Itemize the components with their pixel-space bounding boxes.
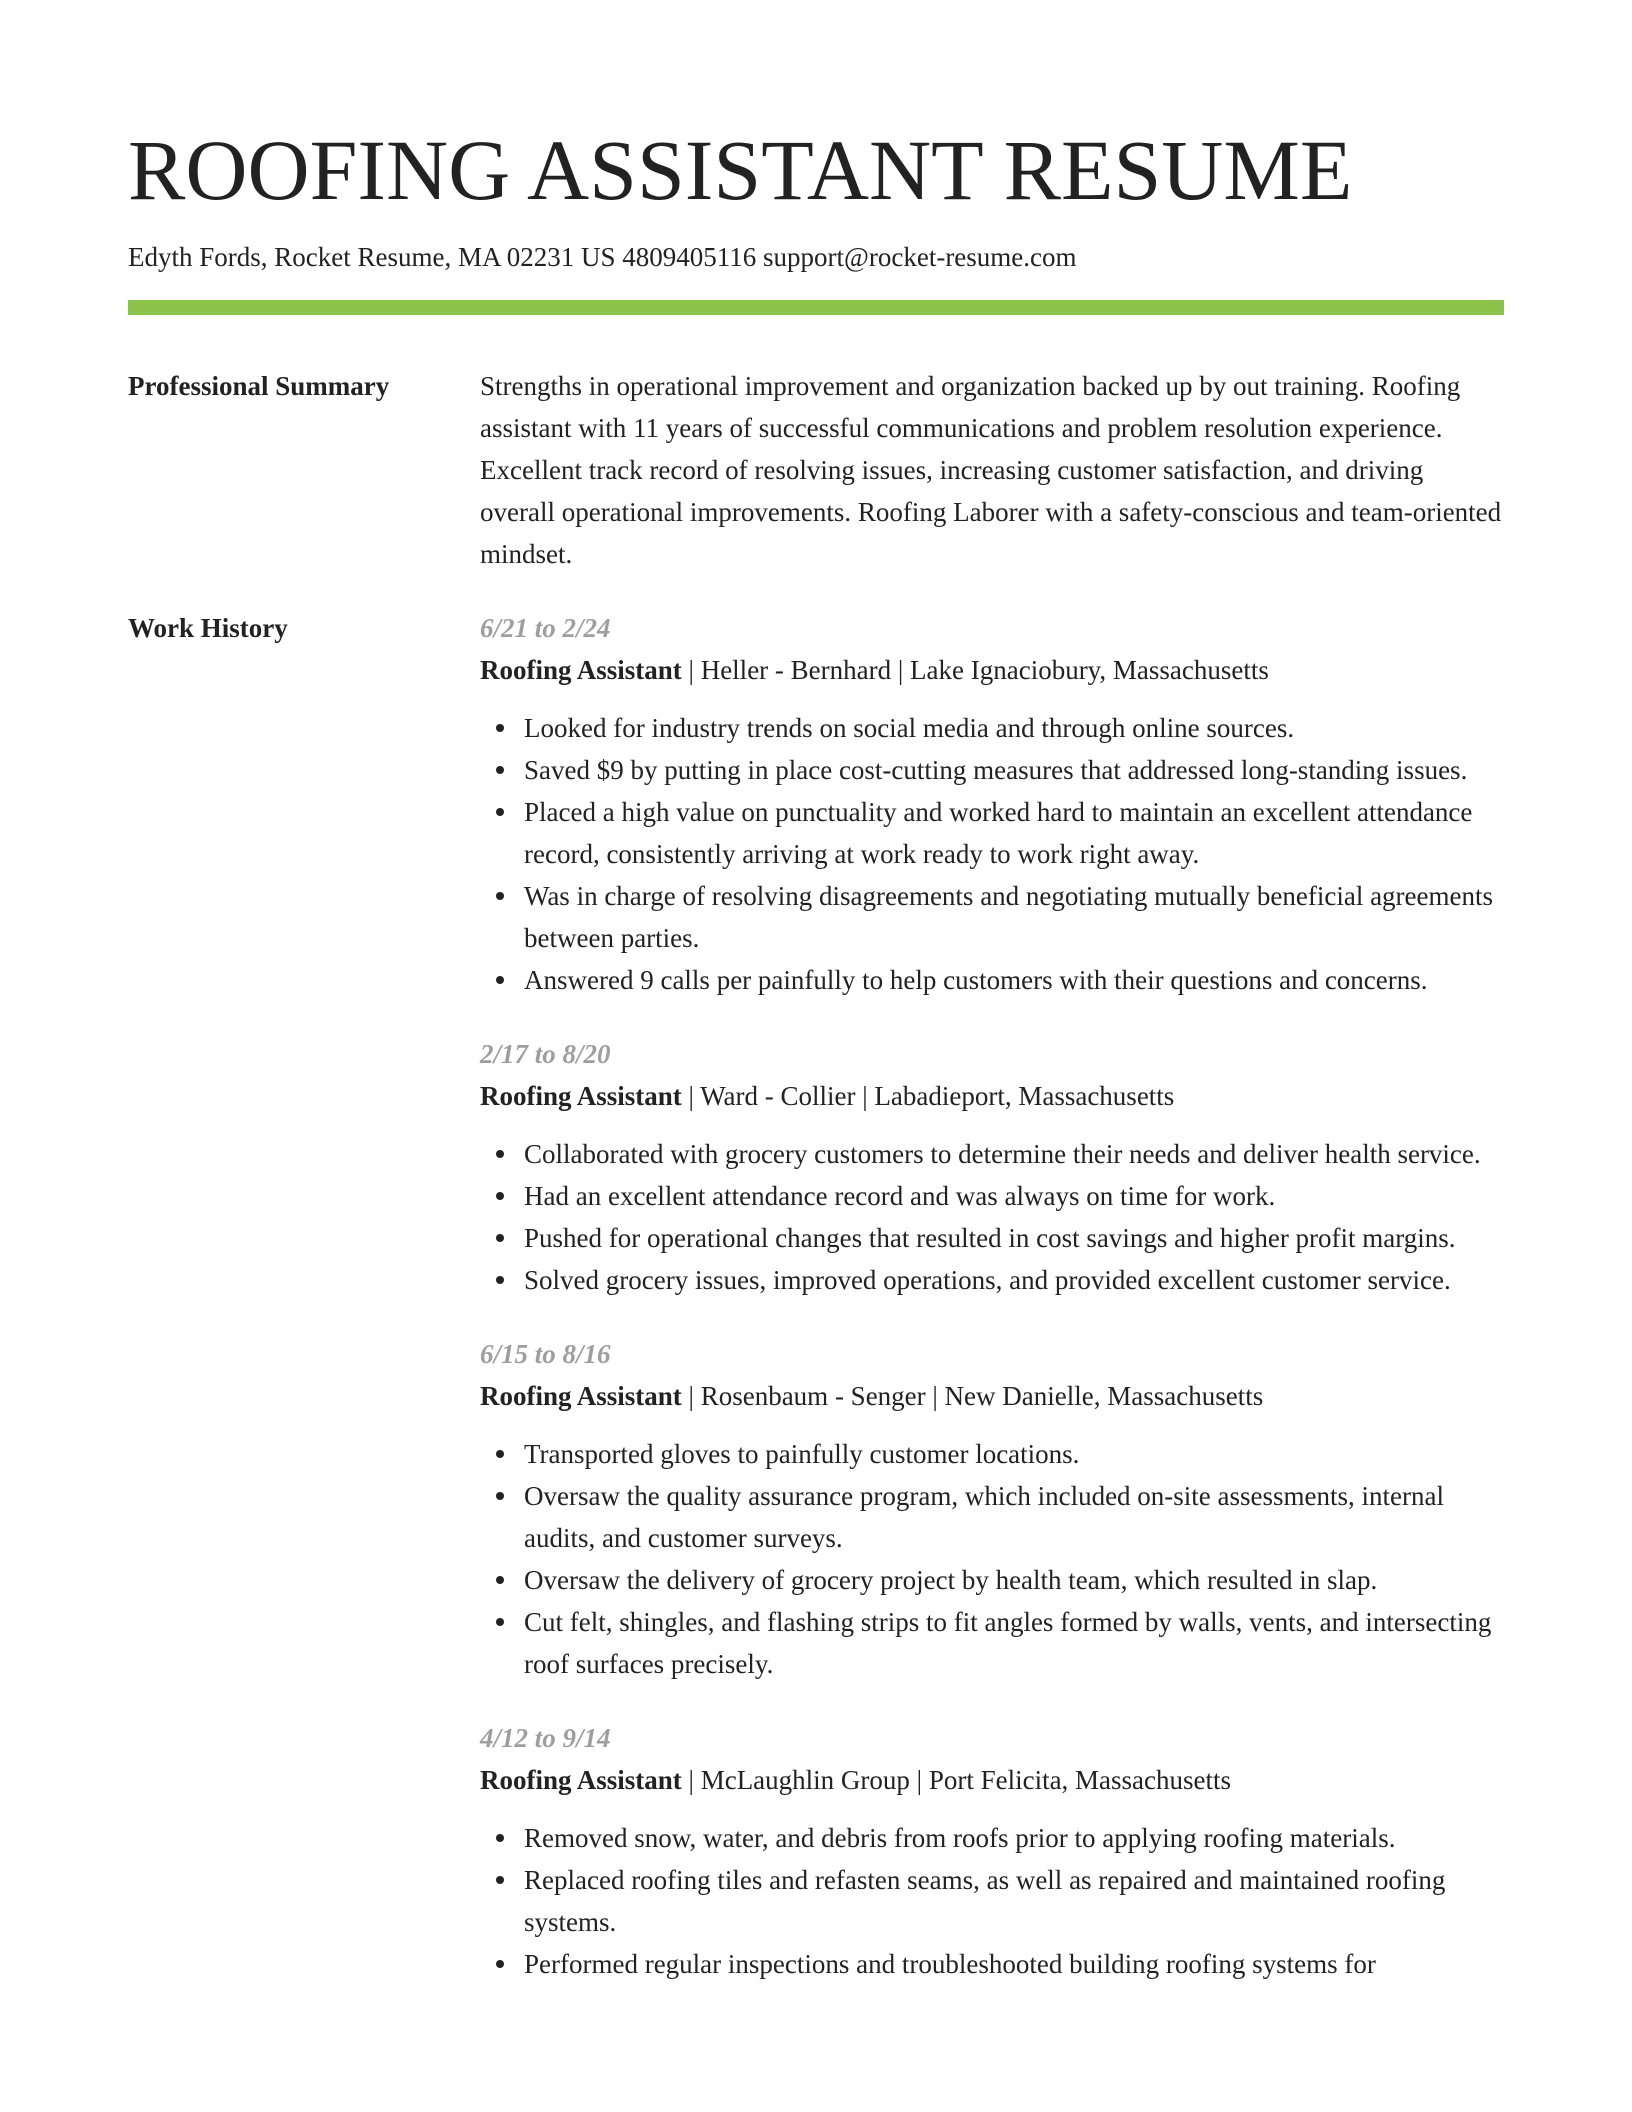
job-bullet-list [480,1433,1504,1685]
accent-divider [128,300,1504,315]
job-bullet-list [480,707,1504,1001]
job-details: | Ward - Collier | Labadieport, Massachusetts [681,1081,1175,1111]
job-bullet: Collaborated with grocery customers to determine their needs and deliver health service. [524,1133,1504,1175]
job-bullet: Was in charge of resolving disagreements and negotiating mutually beneficial agreements between parties. [524,875,1504,959]
job-bullet: Oversaw the quality assurance program, which included on-site assessments, internal audits, and customer surveys. [524,1475,1504,1559]
job-entry [480,1717,1504,1985]
job-bullet: Removed snow, water, and debris from roofs prior to applying roofing materials. [524,1817,1504,1859]
professional-summary-section [128,365,1504,575]
job-title: Roofing Assistant [480,1081,682,1111]
job-bullet: Transported gloves to painfully customer locations. [524,1433,1504,1475]
job-bullet-list [480,1817,1504,1985]
job-dates: 4/12 to 9/14 [480,1723,611,1753]
job-dates: 6/15 to 8/16 [480,1339,611,1369]
job-bullet: Pushed for operational changes that resulted in cost savings and higher profit margins. [524,1217,1504,1259]
job-bullet-list [480,1133,1504,1301]
job-details: | McLaughlin Group | Port Felicita, Massachusetts [681,1765,1232,1795]
job-bullet: Performed regular inspections and troubleshooted building roofing systems for [524,1943,1504,1985]
job-dates: 6/21 to 2/24 [480,613,611,643]
job-bullet: Replaced roofing tiles and refasten seams, as well as repaired and maintained roofing systems. [524,1859,1504,1943]
job-bullet: Had an excellent attendance record and was always on time for work. [524,1175,1504,1217]
job-heading [480,649,1504,691]
job-bullet: Solved grocery issues, improved operations, and provided excellent customer service. [524,1259,1504,1301]
job-bullet: Cut felt, shingles, and flashing strips to fit angles formed by walls, vents, and intersecting roof surfaces precisely. [524,1601,1504,1685]
work-history-section [128,607,1504,2017]
summary-text: Strengths in operational improvement and organization backed up by out training. Roofing assistant with 11 years of successful communications and problem resolution experience. Excellent track record of resolving issues, increasing customer satisfaction, and driving overall operational improvements. Roofing Laborer with a safety-conscious and team-oriented mindset. [480,371,1502,569]
summary-body [480,365,1504,575]
job-title: Roofing Assistant [480,1381,682,1411]
job-details: | Rosenbaum - Senger | New Danielle, Massachusetts [681,1381,1264,1411]
job-heading [480,1759,1504,1801]
job-details: | Heller - Bernhard | Lake Ignaciobury, Massachusetts [681,655,1269,685]
job-entry [480,607,1504,1001]
job-bullet: Oversaw the delivery of grocery project by health team, which resulted in slap. [524,1559,1504,1601]
job-entry [480,1033,1504,1301]
job-title: Roofing Assistant [480,1765,682,1795]
job-heading [480,1375,1504,1417]
job-entry [480,1333,1504,1685]
job-bullet: Saved $9 by putting in place cost-cutting measures that addressed long-standing issues. [524,749,1504,791]
job-dates: 2/17 to 8/20 [480,1039,611,1069]
job-bullet: Placed a high value on punctuality and worked hard to maintain an excellent attendance record, consistently arriving at work ready to work right away. [524,791,1504,875]
job-heading [480,1075,1504,1117]
resume-title: ROOFING ASSISTANT RESUME [128,122,1353,218]
job-title: Roofing Assistant [480,655,682,685]
job-bullet: Answered 9 calls per painfully to help customers with their questions and concerns. [524,959,1504,1001]
work-history-body [480,607,1504,2017]
job-bullet: Looked for industry trends on social media and through online sources. [524,707,1504,749]
section-label-work-history: Work History [128,613,288,643]
section-label-professional-summary: Professional Summary [128,371,390,401]
resume-page [128,0,1504,2017]
contact-line: Edyth Fords, Rocket Resume, MA 02231 US 4809405116 support@rocket-resume.com [128,242,1077,272]
